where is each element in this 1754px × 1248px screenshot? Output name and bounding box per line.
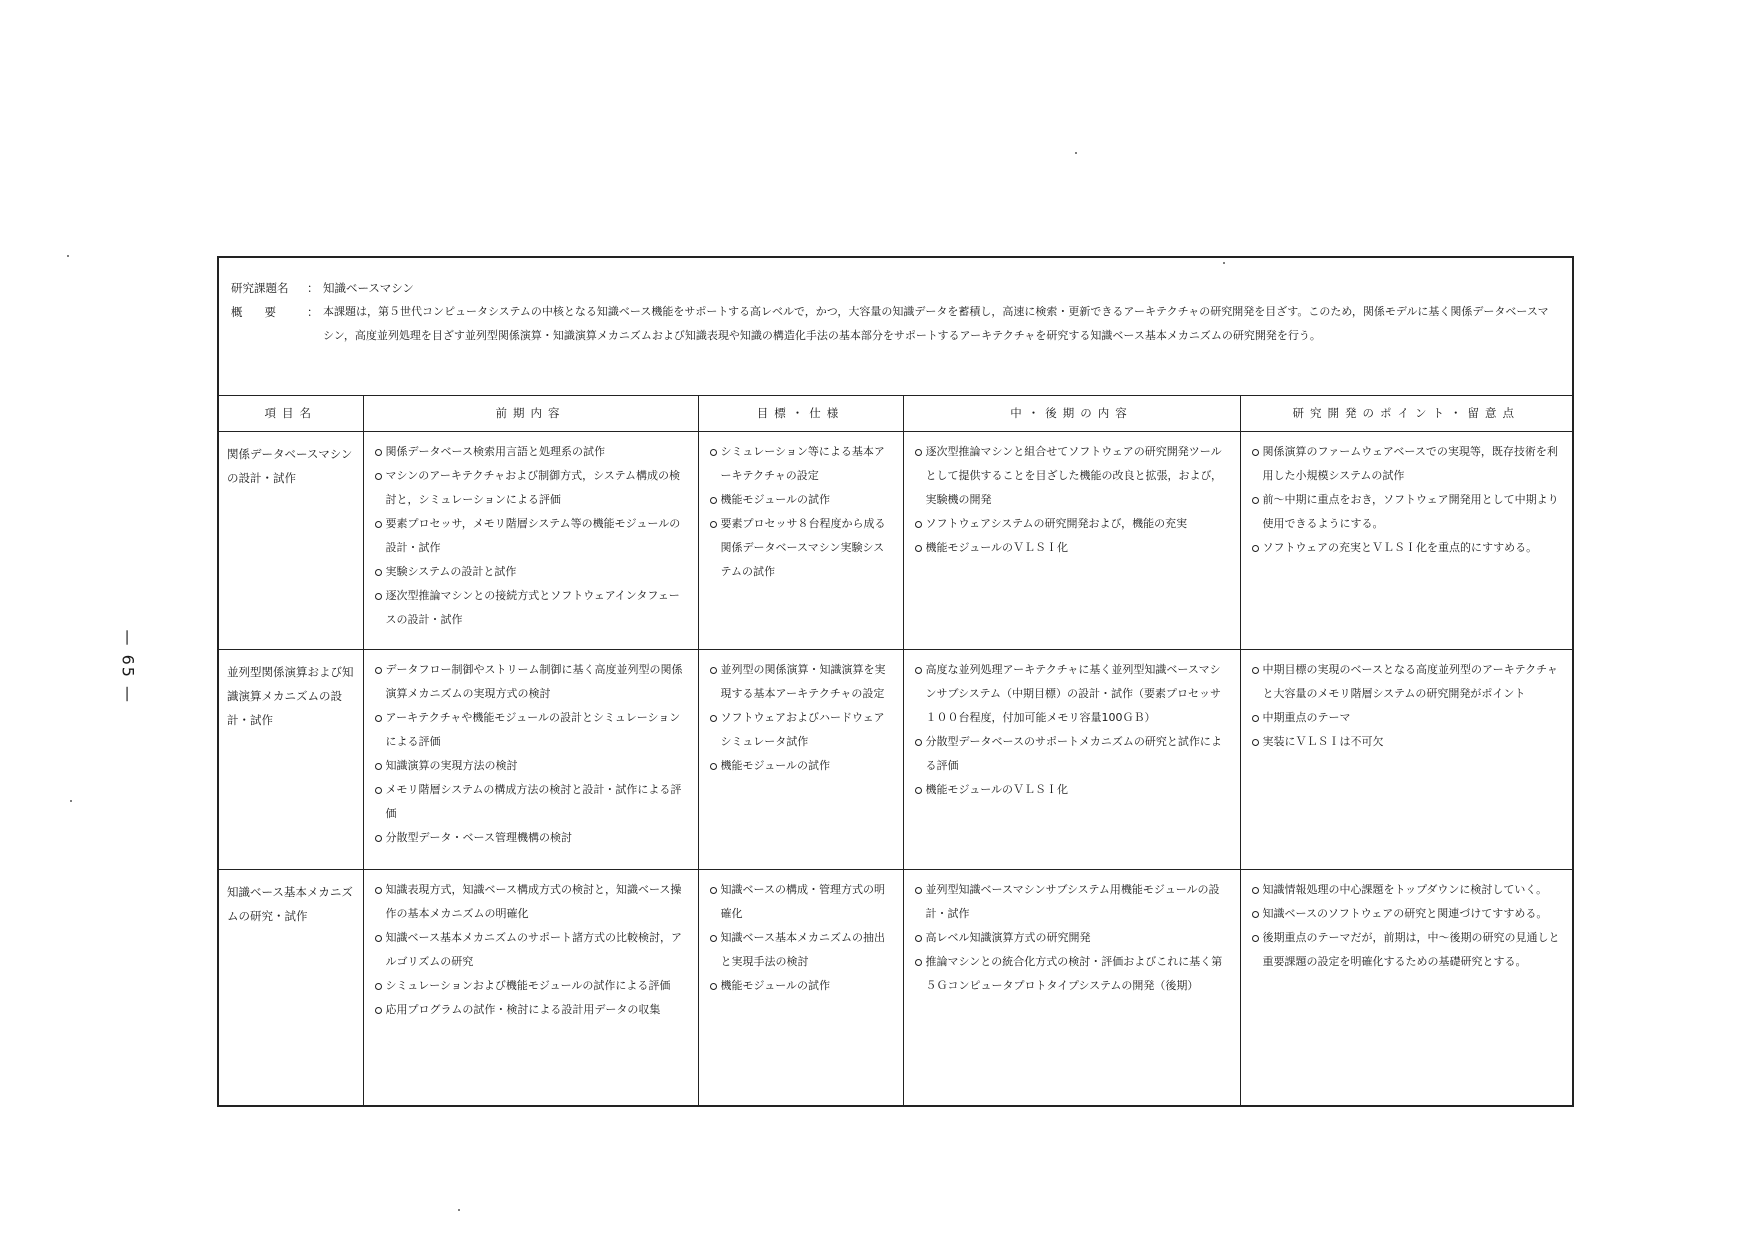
project-summary [219,258,1572,396]
page-number: — 65 — [118,629,138,705]
list-item: 知識ベースの構成・管理方式の明確化 [709,878,893,926]
list-item: 要素プロセッサ，メモリ階層システム等の機能モジュールの設計・試作 [374,512,688,560]
project-title: 知識ベースマシン [323,281,414,295]
points-list [1251,658,1563,754]
list-item: 要素プロセッサ８台程度から成る関係データベースマシン実験システムの試作 [709,512,893,584]
list-item: アーキテクチャや機能モジュールの設計とシミュレーションによる評価 [374,706,688,754]
list-item: シミュレーションおよび機能モジュールの試作による評価 [374,974,688,998]
early-content-list [374,878,688,1022]
header-goals-specs: 目標・仕様 [698,395,903,431]
table-row [219,869,1572,1107]
scan-speck [70,800,72,802]
header-row [219,395,1572,431]
colon: ： [307,305,319,319]
goals-list [709,658,893,778]
plan-table [219,395,1572,1107]
points-list [1251,878,1563,974]
list-item: 機能モジュールのＶＬＳＩ化 [914,778,1230,802]
early-content-cell [363,431,698,649]
overview-label-line [231,300,323,324]
list-item: 分散型データ・ベース管理機構の検討 [374,826,688,850]
list-item: 関係演算のファームウェアベースでの実現等，既存技術を利用した小規模システムの試作 [1251,440,1563,488]
list-item: 知識ベースのソフトウェアの研究と関連づけてすすめる。 [1251,902,1563,926]
list-item: 知識ベース基本メカニズムの抽出と実現手法の検討 [709,926,893,974]
early-content-list [374,440,688,632]
goals-cell [698,649,903,869]
points-cell [1240,431,1572,649]
list-item: 機能モジュールの試作 [709,754,893,778]
later-content-cell [903,431,1240,649]
list-item: 知識演算の実現方法の検討 [374,754,688,778]
item-name: 知識ベース基本メカニズムの研究・試作 [219,869,363,1107]
table-row [219,431,1572,649]
list-item: 並列型知識ベースマシンサブシステム用機能モジュールの設計・試作 [914,878,1230,926]
list-item: 機能モジュールの試作 [709,488,893,512]
header-points: 研究開発のポイント・留意点 [1240,395,1572,431]
title-label: 研究課題名 [231,281,289,295]
points-cell [1240,649,1572,869]
list-item: 中期重点のテーマ [1251,706,1563,730]
title-line [231,276,414,300]
later-content-cell [903,869,1240,1107]
list-item: メモリ階層システムの構成方法の検討と設計・試作による評価 [374,778,688,826]
scan-speck [1075,152,1077,154]
goals-list [709,878,893,998]
list-item: 知識表現方式，知識ベース構成方式の検討と，知識ベース操作の基本メカニズムの明確化 [374,878,688,926]
overview-label: 概要 [231,305,298,319]
list-item: 中期目標の実現のベースとなる高度並列型のアーキテクチャと大容量のメモリ階層システムの研究開発がポイント [1251,658,1563,706]
colon: ： [307,281,319,295]
list-item: 後期重点のテーマだが，前期は，中〜後期の研究の見通しと重要課題の設定を明確化するための基礎研究とする。 [1251,926,1563,974]
list-item: 知識ベース基本メカニズムのサポート諸方式の比較検討，アルゴリズムの研究 [374,926,688,974]
goals-cell [698,869,903,1107]
header-item-name: 項目名 [219,395,363,431]
list-item: 関係データベース検索用言語と処理系の試作 [374,440,688,464]
table-row [219,649,1572,869]
later-content-list [914,658,1230,802]
header-early-content: 前期内容 [363,395,698,431]
list-item: 実装にＶＬＳＩは不可欠 [1251,730,1563,754]
list-item: 分散型データベースのサポートメカニズムの研究と試作による評価 [914,730,1230,778]
overview-text: 本課題は，第５世代コンピュータシステムの中核となる知識ベース機能をサポートする高レベルで，かつ，大容量の知識データを蓄積し，高速に検索・更新できるアーキテクチャの研究開発を目ざす。このため，関係モデルに基く関係データベースマシン，高度並列処理を目ざす並列型関係演算・知識演算メカニズムおよび知識表現や知識の構造化手法の基本部分をサポートするアーキテクチャを研究する知識ベース基本メカニズムの研究開発を行う。 [323,305,1549,342]
early-content-list [374,658,688,850]
list-item: マシンのアーキテクチャおよび制御方式，システム構成の検討と，シミュレーションによる評価 [374,464,688,512]
list-item: 逐次型推論マシンとの接続方式とソフトウェアインタフェースの設計・試作 [374,584,688,632]
points-cell [1240,869,1572,1107]
research-plan-sheet [217,256,1574,1107]
item-name: 並列型関係演算および知識演算メカニズムの設計・試作 [219,649,363,869]
later-content-list [914,878,1230,998]
header-later-content: 中・後期の内容 [903,395,1240,431]
list-item: 応用プログラムの試作・検討による設計用データの収集 [374,998,688,1022]
scan-speck [458,1209,460,1211]
list-item: 並列型の関係演算・知識演算を実現する基本アーキテクチャの設定 [709,658,893,706]
list-item: 機能モジュールの試作 [709,974,893,998]
list-item: 実験システムの設計と試作 [374,560,688,584]
list-item: 高レベル知識演算方式の研究開発 [914,926,1230,950]
list-item: 推論マシンとの統合化方式の検討・評価およびこれに基く第５Ｇコンピュータプロトタイプシステムの開発（後期） [914,950,1230,998]
list-item: ソフトウェアの充実とＶＬＳＩ化を重点的にすすめる。 [1251,536,1563,560]
goals-list [709,440,893,584]
goals-cell [698,431,903,649]
early-content-cell [363,869,698,1107]
list-item: データフロー制御やストリーム制御に基く高度並列型の関係演算メカニズムの実現方式の検討 [374,658,688,706]
early-content-cell [363,649,698,869]
later-content-list [914,440,1230,560]
scan-speck [67,255,69,257]
list-item: 機能モジュールのＶＬＳＩ化 [914,536,1230,560]
list-item: 高度な並列処理アーキテクチャに基く並列型知識ベースマシンサブシステム（中期目標）の設計・試作（要素プロセッサ１００台程度，付加可能メモリ容量100ＧＢ） [914,658,1230,730]
item-name: 関係データベースマシンの設計・試作 [219,431,363,649]
list-item: 前〜中期に重点をおき，ソフトウェア開発用として中期より使用できるようにする。 [1251,488,1563,536]
list-item: 知識情報処理の中心課題をトップダウンに検討していく。 [1251,878,1563,902]
list-item: 逐次型推論マシンと組合せてソフトウェアの研究開発ツールとして提供することを目ざした機能の改良と拡張，および，実験機の開発 [914,440,1230,512]
later-content-cell [903,649,1240,869]
list-item: シミュレーション等による基本アーキテクチャの設定 [709,440,893,488]
list-item: ソフトウェアおよびハードウェアシミュレータ試作 [709,706,893,754]
list-item: ソフトウェアシステムの研究開発および，機能の充実 [914,512,1230,536]
points-list [1251,440,1563,560]
